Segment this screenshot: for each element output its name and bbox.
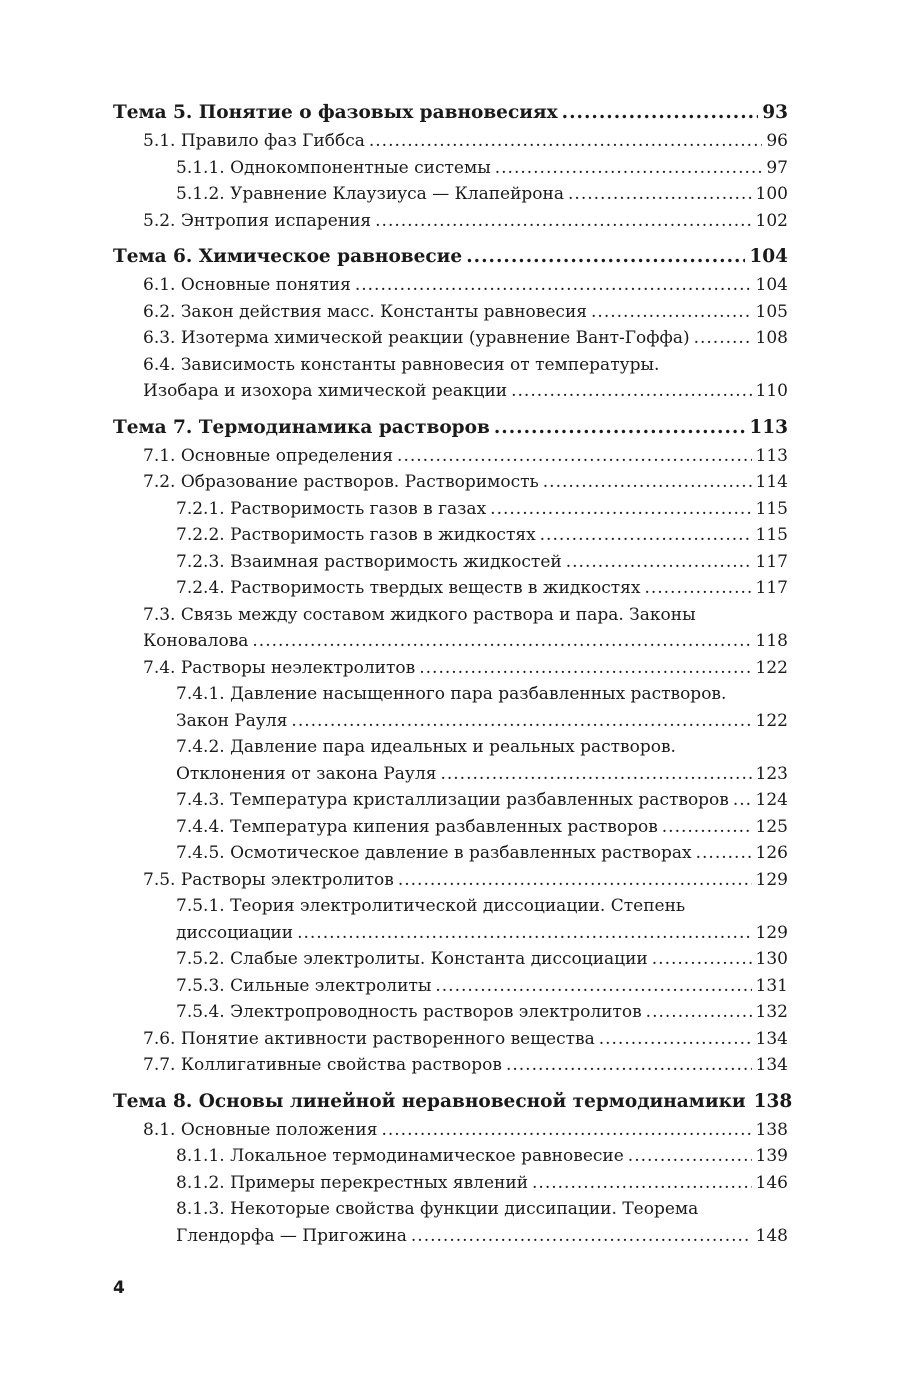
- page-ref: 134: [755, 1055, 788, 1075]
- dot-leader: [252, 628, 751, 655]
- toc-subentry[interactable]: [113, 1143, 788, 1170]
- entry-title: 8.1. Основные положения: [143, 1119, 378, 1140]
- page-ref: 129: [755, 922, 788, 943]
- toc-entry[interactable]: [113, 272, 788, 299]
- dot-leader: [696, 840, 752, 867]
- dot-leader: [599, 1026, 752, 1053]
- page-ref: 129: [755, 869, 788, 890]
- page-ref: 130: [755, 949, 788, 969]
- entry-title: 7.6. Понятие активности растворенного вещества: [143, 1028, 595, 1049]
- dot-leader: [411, 1223, 752, 1250]
- toc-entry[interactable]: [113, 469, 788, 496]
- page-ref: 126: [755, 843, 788, 863]
- dot-leader: [297, 920, 751, 947]
- dot-leader: [511, 378, 751, 405]
- page-ref: 134: [755, 1028, 788, 1049]
- dot-leader: [566, 549, 752, 576]
- page-ref: 123: [755, 763, 788, 784]
- page-ref: 114: [755, 472, 788, 492]
- toc-subentry[interactable]: [113, 575, 788, 602]
- dot-leader: [543, 469, 752, 496]
- toc-entry[interactable]: [113, 208, 788, 235]
- page-ref: 115: [755, 498, 788, 519]
- dot-leader: [398, 867, 752, 894]
- entry-title-line2: диссоциации: [176, 922, 294, 943]
- page-number: 4: [113, 1278, 125, 1298]
- entry-title: 7.5. Растворы электролитов: [143, 869, 394, 890]
- entry-title-line1: 7.4.1. Давление насыщенного пара разбавленных растворов.: [176, 684, 727, 704]
- entry-title: 7.1. Основные определения: [143, 445, 394, 466]
- entry-title: 5.2. Энтропия испарения: [143, 210, 372, 231]
- dot-leader: [440, 761, 751, 788]
- entry-title-line2: Глендорфа — Пригожина: [176, 1225, 407, 1246]
- dot-leader: [291, 708, 751, 735]
- page-ref: 96: [766, 131, 788, 151]
- page-ref: 148: [755, 1225, 788, 1246]
- dot-leader: [644, 575, 751, 602]
- dot-leader: [694, 325, 752, 352]
- entry-title: 7.2.4. Растворимость твердых веществ в жидкостях: [176, 578, 641, 598]
- toc-topic[interactable]: [113, 413, 788, 443]
- toc-entry[interactable]: [113, 1052, 788, 1079]
- entry-title: 7.7. Коллигативные свойства растворов: [143, 1055, 502, 1075]
- dot-leader: [490, 496, 751, 523]
- toc-entry[interactable]: [113, 128, 788, 155]
- toc-topic[interactable]: [113, 1087, 793, 1117]
- page-ref: 102: [755, 210, 788, 231]
- page-ref: 113: [755, 445, 788, 466]
- dot-leader: [375, 208, 751, 235]
- dot-leader: [562, 98, 759, 128]
- entry-title-line1: 7.5.1. Теория электролитической диссоциации. Степень: [176, 896, 686, 916]
- topic-title: Тема 7. Термодинамика растворов: [113, 416, 490, 438]
- page-ref: 117: [755, 578, 788, 598]
- page-ref: 132: [755, 1002, 788, 1022]
- page-ref: 118: [755, 631, 788, 651]
- entry-title-line1: 6.4. Зависимость константы равновесия от температуры.: [143, 354, 660, 375]
- entry-title: 5.1.2. Уравнение Клаузиуса — Клапейрона: [176, 184, 565, 204]
- page-ref: 139: [755, 1146, 788, 1166]
- dot-leader: [652, 946, 752, 973]
- toc-subentry[interactable]: [113, 1196, 788, 1249]
- page-ref: 125: [755, 816, 788, 837]
- toc-topic[interactable]: [113, 98, 788, 128]
- dot-leader: [591, 299, 752, 326]
- toc-subentry[interactable]: [113, 681, 788, 734]
- entry-title: 7.2.2. Растворимость газов в жидкостях: [176, 525, 536, 545]
- entry-title-line1: 8.1.3. Некоторые свойства функции диссипации. Теорема: [176, 1199, 699, 1219]
- page-ref: 124: [755, 790, 788, 810]
- topic-title: Тема 6. Химическое равновесие: [113, 246, 463, 267]
- entry-title: 5.1. Правило фаз Гиббса: [143, 131, 365, 151]
- toc-entry[interactable]: [113, 443, 788, 470]
- page-ref: 104: [755, 275, 788, 295]
- dot-leader: [532, 1170, 752, 1197]
- entry-title: 6.1. Основные понятия: [143, 275, 351, 295]
- toc-subentry[interactable]: [113, 155, 788, 182]
- entry-title-line2: Закон Рауля: [176, 710, 288, 731]
- page-ref: 146: [755, 1172, 788, 1193]
- dot-leader: [733, 787, 752, 814]
- dot-leader: [540, 522, 752, 549]
- toc-entry[interactable]: [113, 655, 788, 682]
- dot-leader: [495, 155, 763, 182]
- toc-subentry[interactable]: [113, 973, 788, 1000]
- topic-title: Тема 8. Основы линейной неравновесной термодинамики: [113, 1090, 746, 1112]
- entry-title: 8.1.2. Примеры перекрестных явлений: [176, 1172, 529, 1193]
- dot-leader: [397, 443, 752, 470]
- toc-subentry[interactable]: [113, 999, 788, 1026]
- page-ref: 138: [755, 1119, 788, 1140]
- dot-leader: [466, 242, 745, 272]
- toc-subentry[interactable]: [113, 181, 788, 208]
- entry-title: 7.4. Растворы неэлектролитов: [143, 657, 416, 678]
- page-ref: 100: [755, 184, 788, 204]
- page-ref: 113: [749, 416, 788, 438]
- toc-entry[interactable]: [113, 325, 788, 352]
- toc-subentry[interactable]: [113, 814, 788, 841]
- entry-title: 8.1.1. Локальное термодинамическое равновесие: [176, 1146, 624, 1166]
- page-ref: 97: [766, 157, 788, 178]
- entry-title-line2: Изобара и изохора химической реакции: [143, 381, 508, 401]
- toc-entry[interactable]: [113, 299, 788, 326]
- page-ref: 115: [755, 525, 788, 545]
- toc-subentry[interactable]: [113, 840, 788, 867]
- toc-subentry[interactable]: [113, 549, 788, 576]
- toc-entry[interactable]: [113, 867, 788, 894]
- entry-title: 6.2. Закон действия масс. Константы равновесия: [143, 301, 588, 322]
- page-ref: 117: [755, 551, 788, 572]
- dot-leader: [419, 655, 751, 682]
- topic-title: Тема 5. Понятие о фазовых равновесиях: [113, 102, 558, 123]
- page-ref: 122: [755, 710, 788, 731]
- dot-leader: [381, 1117, 751, 1144]
- entry-title-line2: Коновалова: [143, 631, 249, 651]
- dot-leader: [646, 999, 752, 1026]
- entry-title: 7.4.4. Температура кипения разбавленных растворов: [176, 816, 658, 837]
- toc-subentry[interactable]: [113, 1170, 788, 1197]
- entry-title: 7.4.5. Осмотическое давление в разбавленных растворах: [176, 843, 692, 863]
- entry-title: 7.2.1. Растворимость газов в газах: [176, 498, 487, 519]
- entry-title-line2: Отклонения от закона Рауля: [176, 763, 437, 784]
- page-ref: 108: [755, 328, 788, 348]
- page-ref: 93: [762, 102, 788, 123]
- table-of-contents: [113, 98, 793, 1249]
- entry-title: 7.4.3. Температура кристаллизации разбавленных растворов: [176, 790, 729, 810]
- page-ref: 131: [755, 975, 788, 996]
- toc-subentry[interactable]: [113, 522, 788, 549]
- page-ref: 110: [755, 381, 788, 401]
- toc-entry[interactable]: [113, 602, 788, 655]
- dot-leader: [355, 272, 752, 299]
- page-ref: 138: [753, 1090, 793, 1112]
- toc-entry[interactable]: [113, 1117, 788, 1144]
- toc-subentry[interactable]: [113, 946, 788, 973]
- toc-subentry[interactable]: [113, 893, 788, 946]
- dot-leader: [494, 413, 746, 443]
- entry-title: 7.2. Образование растворов. Растворимость: [143, 472, 539, 492]
- entry-title-line1: 7.4.2. Давление пара идеальных и реальных растворов.: [176, 737, 676, 757]
- entry-title: 7.2.3. Взаимная растворимость жидкостей: [176, 551, 562, 572]
- entry-title: 6.3. Изотерма химической реакции (уравнение Вант-Гоффа): [143, 328, 690, 348]
- entry-title: 5.1.1. Однокомпонентные системы: [176, 157, 491, 178]
- entry-title: 7.5.4. Электропроводность растворов электролитов: [176, 1002, 642, 1022]
- page-ref: 104: [749, 246, 788, 267]
- toc-subentry[interactable]: [113, 734, 788, 787]
- page-ref: 122: [755, 657, 788, 678]
- page-ref: 105: [755, 301, 788, 322]
- entry-title: 7.5.3. Сильные электролиты: [176, 975, 432, 996]
- toc-topic[interactable]: [113, 242, 788, 272]
- toc-subentry[interactable]: [113, 787, 788, 814]
- entry-title-line1: 7.3. Связь между составом жидкого раствора и пара. Законы: [143, 604, 696, 625]
- toc-subentry[interactable]: [113, 496, 788, 523]
- toc-entry[interactable]: [113, 352, 788, 405]
- dot-leader: [506, 1052, 752, 1079]
- dot-leader: [568, 181, 752, 208]
- toc-entry[interactable]: [113, 1026, 788, 1053]
- dot-leader: [662, 814, 752, 841]
- dot-leader: [435, 973, 751, 1000]
- entry-title: 7.5.2. Слабые электролиты. Константа диссоциации: [176, 949, 648, 969]
- dot-leader: [369, 128, 763, 155]
- dot-leader: [628, 1143, 752, 1170]
